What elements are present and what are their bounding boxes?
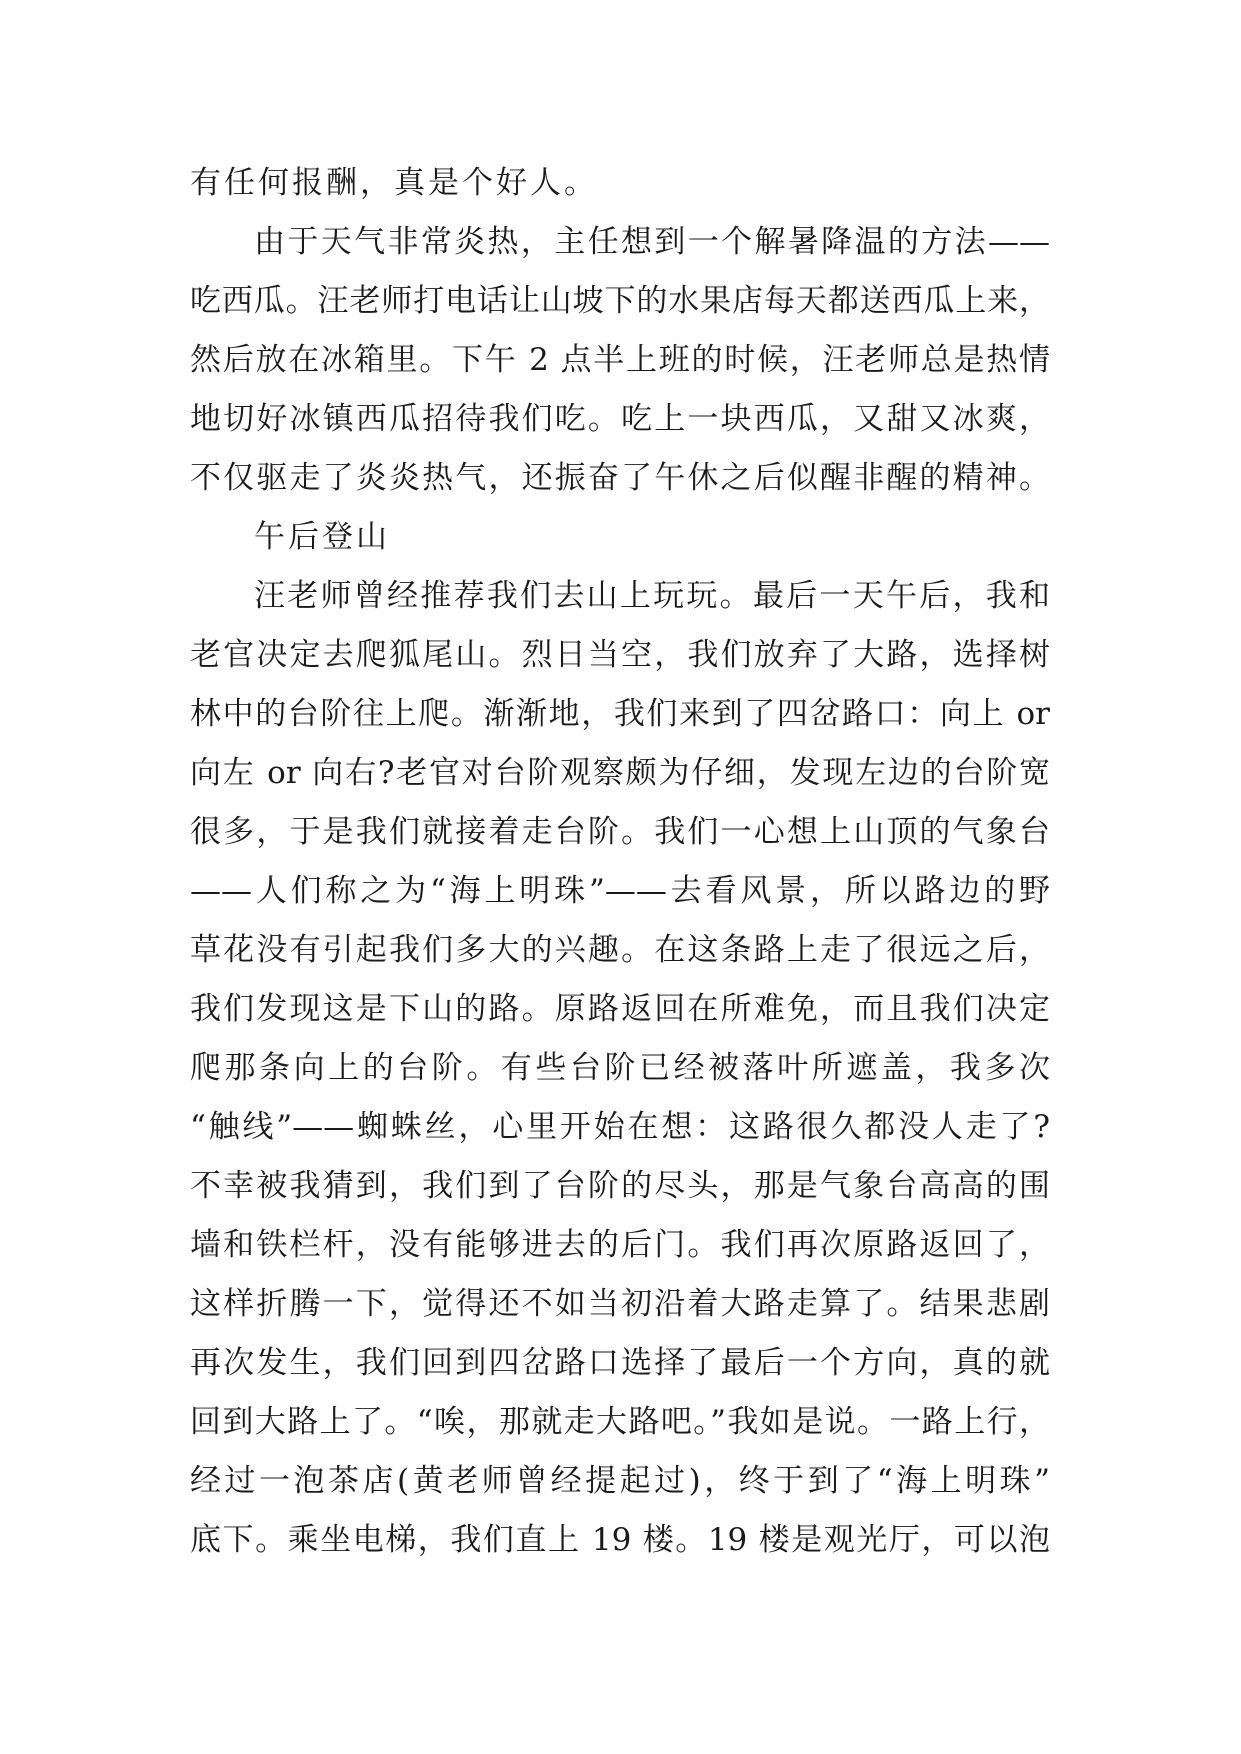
text-line: 老官决定去爬狐尾山。烈日当空，我们放弃了大路，选择树 (190, 637, 1050, 673)
text-line: 然后放在冰箱里。下午 2 点半上班的时候，汪老师总是热情 (190, 342, 1050, 378)
text-line: ——人们称之为“海上明珠”——去看风景，所以路边的野 (190, 873, 1050, 909)
text-line: 有任何报酬，真是个好人。 (190, 165, 598, 201)
text-line: 由于天气非常炎热，主任想到一个解暑降温的方法—— (254, 224, 1050, 260)
text-line: 向左 or 向右?老官对台阶观察颇为仔细，发现左边的台阶宽 (190, 755, 1050, 791)
text-line: 汪老师曾经推荐我们去山上玩玩。最后一天午后，我和 (254, 578, 1050, 614)
text-line: “触线”——蜘蛛丝，心里开始在想：这路很久都没人走了? (190, 1109, 1050, 1145)
text-line: 不仅驱走了炎炎热气，还振奋了午休之后似醒非醒的精神。 (190, 460, 1050, 496)
text-line: 墙和铁栏杆，没有能够进去的后门。我们再次原路返回了， (190, 1227, 1050, 1263)
text-line: 底下。乘坐电梯，我们直上 19 楼。19 楼是观光厅，可以泡 (190, 1522, 1050, 1558)
text-line: 林中的台阶往上爬。渐渐地，我们来到了四岔路口：向上 or (190, 696, 1050, 732)
text-line: 爬那条向上的台阶。有些台阶已经被落叶所遮盖，我多次 (190, 1050, 1050, 1086)
text-line: 很多，于是我们就接着走台阶。我们一心想上山顶的气象台 (190, 814, 1050, 850)
text-line: 回到大路上了。“唉，那就走大路吧。”我如是说。一路上行， (190, 1404, 1050, 1440)
text-line: 吃西瓜。汪老师打电话让山坡下的水果店每天都送西瓜上来， (190, 283, 1050, 319)
text-line: 经过一泡茶店(黄老师曾经提起过)，终于到了“海上明珠” (190, 1463, 1050, 1499)
text-line: 草花没有引起我们多大的兴趣。在这条路上走了很远之后， (190, 932, 1050, 968)
text-line: 地切好冰镇西瓜招待我们吃。吃上一块西瓜，又甜又冰爽， (190, 401, 1050, 437)
text-line: 我们发现这是下山的路。原路返回在所难免，而且我们决定 (190, 991, 1050, 1027)
body-text (190, 154, 1050, 1570)
text-line: 不幸被我猜到，我们到了台阶的尽头，那是气象台高高的围 (190, 1168, 1050, 1204)
section-heading: 午后登山 (254, 519, 390, 555)
text-line: 这样折腾一下，觉得还不如当初沿着大路走算了。结果悲剧 (190, 1286, 1050, 1322)
text-line: 再次发生，我们回到四岔路口选择了最后一个方向，真的就 (190, 1345, 1050, 1381)
